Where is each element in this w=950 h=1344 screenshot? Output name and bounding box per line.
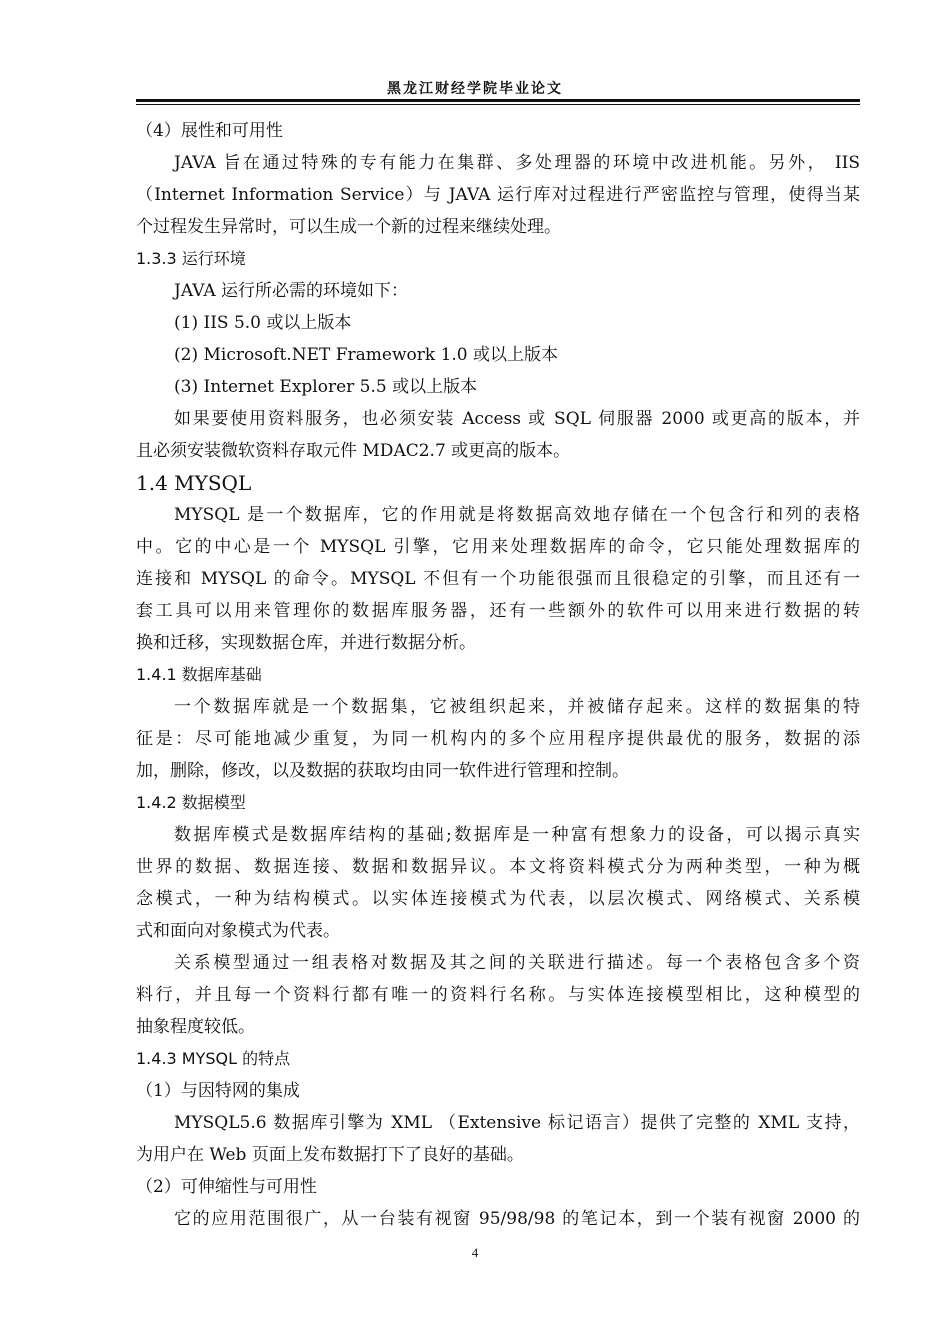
paragraph-line: JAVA 旨在通过特殊的专有能力在集群、多处理器的环境中改进机能。另外， IIS (174, 153, 860, 173)
paragraph-line: JAVA 运行所必需的环境如下： (174, 281, 409, 301)
document-body (136, 115, 860, 1235)
paragraph-line: 为用户在 Web 页面上发布数据打下了良好的基础。 (136, 1145, 524, 1165)
header-rule-thick (136, 99, 860, 102)
paragraph-line: 料行，并且每一个资料行都有唯一的资料行名称。与实体连接模型相比，这种模型的 (136, 985, 860, 1005)
paragraph-line: 念模式，一种为结构模式。以实体连接模式为代表，以层次模式、网络模式、关系模 (136, 889, 860, 909)
paragraph-line: 式和面向对象模式为代表。 (136, 921, 340, 941)
list-item: (2) Microsoft.NET Framework 1.0 或以上版本 (174, 345, 559, 365)
paragraph-line: MYSQL5.6 数据库引擎为 XML （Extensive 标记语言）提供了完整的 XML 支持， (174, 1113, 860, 1133)
paragraph-line: 个过程发生异常时，可以生成一个新的过程来继续处理。 (136, 217, 561, 237)
paragraph-line: （Internet Information Service）与 JAVA 运行库对过程进行严密监控与管理，使得当某 (136, 185, 860, 205)
list-item-heading: （2）可伸缩性与可用性 (136, 1177, 317, 1197)
section-heading: 1.4.2 数据模型 (136, 793, 246, 812)
paragraph-line: 它的应用范围很广，从一台装有视窗 95/98/98 的笔记本，到一个装有视窗 2000 的 (174, 1209, 860, 1229)
paragraph-line: 加，删除，修改，以及数据的获取均由同一软件进行管理和控制。 (136, 761, 629, 781)
paragraph-line: 征是：尽可能地减少重复，为同一机构内的多个应用程序提供最优的服务，数据的添 (136, 729, 860, 749)
paragraph-line: 抽象程度较低。 (136, 1017, 255, 1037)
page-number: 4 (471, 1245, 479, 1260)
header-rule-thin (136, 104, 860, 105)
paragraph-line: 数据库模式是数据库结构的基础;数据库是一种富有想象力的设备，可以揭示真实 (174, 825, 860, 845)
list-item: (3) Internet Explorer 5.5 或以上版本 (174, 377, 478, 397)
section-heading: 1.3.3 运行环境 (136, 249, 246, 268)
list-item: (1) IIS 5.0 或以上版本 (174, 313, 352, 333)
paragraph-line: 连接和 MYSQL 的命令。MYSQL 不但有一个功能很强而且很稳定的引擎，而且还有一 (136, 569, 860, 589)
page-header-title: 黑龙江财经学院毕业论文 (387, 81, 563, 97)
paragraph-line: 套工具可以用来管理你的数据库服务器，还有一些额外的软件可以用来进行数据的转 (136, 601, 860, 621)
paragraph-line: 中。它的中心是一个 MYSQL 引擎，它用来处理数据库的命令，它只能处理数据库的 (136, 537, 860, 557)
paragraph-line: 且必须安装微软资料存取元件 MDAC2.7 或更高的版本。 (136, 441, 571, 461)
paragraph-line: 关系模型通过一组表格对数据及其之间的关联进行描述。每一个表格包含多个资 (174, 953, 860, 973)
list-item-heading: （1）与因特网的集成 (136, 1081, 300, 1101)
section-heading: 1.4.3 MYSQL 的特点 (136, 1049, 291, 1068)
paragraph-line: 一个数据库就是一个数据集，它被组织起来，并被储存起来。这样的数据集的特 (174, 697, 860, 717)
list-item-heading: （4）展性和可用性 (136, 121, 283, 141)
paragraph-line: MYSQL 是一个数据库，它的作用就是将数据高效地存储在一个包含行和列的表格 (174, 505, 860, 525)
paragraph-line: 世界的数据、数据连接、数据和数据异议。本文将资料模式分为两种类型，一种为概 (136, 857, 860, 877)
paragraph-line: 换和迁移，实现数据仓库，并进行数据分析。 (136, 633, 476, 653)
section-heading: 1.4.1 数据库基础 (136, 665, 262, 684)
section-heading: 1.4 MYSQL (136, 471, 252, 495)
paragraph-line: 如果要使用资料服务，也必须安装 Access 或 SQL 伺服器 2000 或更高的版本，并 (174, 409, 860, 429)
